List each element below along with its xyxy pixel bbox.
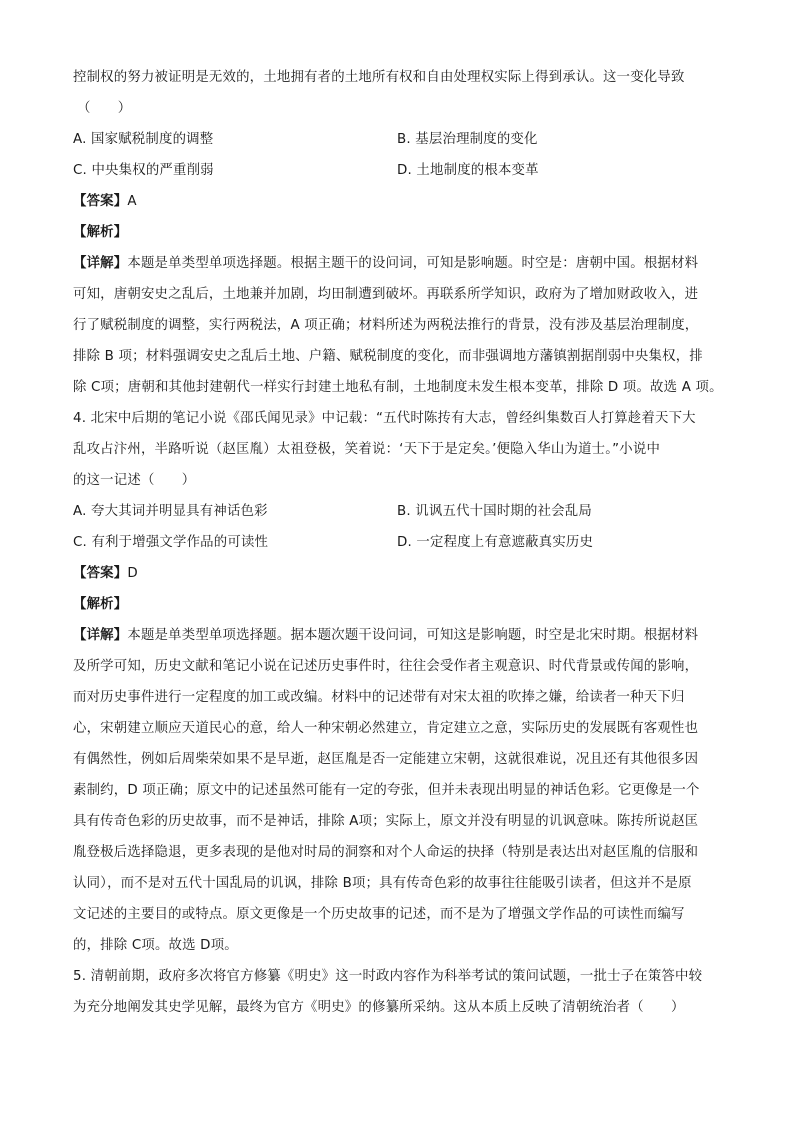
- detail-line: 心，宋朝建立顺应天道民心的意，给人一种宋朝必然建立，肯定建立之意，实际历史的发展既有客观性也: [73, 721, 699, 736]
- options-row: [73, 527, 723, 558]
- answer-tag: 【答案】: [73, 194, 128, 209]
- question-4: [73, 403, 723, 961]
- question-stem-line: 为充分地阐发其史学见解，最终为官方《明史》的修纂所采纳。这从本质上反映了清朝统治者（ ）: [73, 1000, 685, 1015]
- analysis-tag: 【解析】: [73, 597, 128, 612]
- detail-line: 素制约，D 项正确；原文中的记述虽然可能有一定的夸张，但并未表现出明显的神话色彩。它更像是一个: [73, 783, 700, 798]
- option-b: B. 基层治理制度的变化: [397, 132, 538, 147]
- detail-tag: 【详解】: [73, 256, 128, 271]
- answer-value: A: [127, 194, 137, 209]
- detail-line: 而对历史事件进行一定程度的加工或改编。材料中的记述带有对宋太祖的吹捧之嫌，给读者一种天下归: [73, 690, 685, 705]
- question-stem-line: 4. 北宋中后期的笔记小说《邵氏闻见录》中记载：“五代时陈抟有大志，曾经纠集数百人打算趁着天下大: [73, 411, 696, 426]
- option-d: D. 土地制度的根本变革: [397, 163, 539, 178]
- detail-line: 具有传奇色彩的历史故事，而不是神话，排除 A项；实际上，原文并没有明显的讥讽意味。陈抟所说赵匡: [73, 814, 699, 829]
- analysis-tag: 【解析】: [73, 225, 128, 240]
- option-a: A. 夸大其词并明显具有神话色彩: [73, 504, 268, 519]
- options-row: [73, 496, 723, 527]
- options-row: [73, 124, 723, 155]
- answer-line: [73, 558, 723, 589]
- detail-line: [73, 620, 723, 651]
- detail-line: 可知，唐朝安史之乱后，土地兼并加剧，均田制遭到破坏。再联系所学知识，政府为了增加财政收入，进: [73, 287, 699, 302]
- exam-page: [73, 62, 723, 1023]
- detail-line: [73, 248, 723, 279]
- question-stem-line: 控制权的努力被证明是无效的，土地拥有者的土地所有权和自由处理权实际上得到承认。这一变化导致: [73, 70, 685, 85]
- option-a: A. 国家赋税制度的调整: [73, 132, 214, 147]
- question-5: [73, 961, 723, 1023]
- detail-line: 除 C项；唐朝和其他封建朝代一样实行封建土地私有制，土地制度未发生根本变革，排除 D 项。故选 A 项。: [73, 380, 723, 395]
- detail-line: 胤登极后选择隐退，更多表现的是他对时局的洞察和对个人命运的抉择（特别是表达出对赵匡胤的信服和: [73, 845, 699, 860]
- detail-line: 的，排除 C项。故选 D项。: [73, 938, 238, 953]
- detail-line: 及所学可知，历史文献和笔记小说在记述历史事件时，往往会受作者主观意识、时代背景或传闻的影响，: [73, 659, 699, 674]
- detail-tag: 【详解】: [73, 628, 128, 643]
- question-stem-line: 5. 清朝前期，政府多次将官方修纂《明史》这一时政内容作为科举考试的策问试题，一批士子在策答中较: [73, 969, 703, 984]
- answer-line: [73, 186, 723, 217]
- detail-line: 文记述的主要目的或特点。原文更像是一个历史故事的记述，而不是为了增强文学作品的可读性而编写: [73, 907, 685, 922]
- analysis-heading: [73, 589, 723, 620]
- option-b: B. 讥讽五代十国时期的社会乱局: [397, 504, 592, 519]
- question-stem-line: 的这一记述（ ）: [73, 473, 196, 488]
- answer-value: D: [127, 566, 138, 581]
- detail-line: 有偶然性，例如后周柴荣如果不是早逝，赵匡胤是否一定能建立宋朝，这就很难说，况且还有其他很多因: [73, 752, 699, 767]
- detail-line: 认同），而不是对五代十国乱局的讥讽，排除 B项；具有传奇色彩的故事往往能吸引读者，但这并不是原: [73, 876, 692, 891]
- question-3: [73, 62, 723, 403]
- analysis-heading: [73, 217, 723, 248]
- option-c: C. 中央集权的严重削弱: [73, 163, 214, 178]
- options-row: [73, 155, 723, 186]
- question-stem-line: 乱攻占汴州，半路听说（赵匡胤）太祖登极，笑着说：‘天下于是定矣。’便隐入华山为道士。”小说中: [73, 442, 661, 457]
- detail-line: 排除 B 项；材料强调安史之乱后土地、户籍、赋税制度的变化，而非强调地方藩镇割据削弱中央集权，排: [73, 349, 703, 364]
- answer-tag: 【答案】: [73, 566, 128, 581]
- detail-line: 行了赋税制度的调整，实行两税法，A 项正确；材料所述为两税法推行的背景，没有涉及基层治理制度，: [73, 318, 699, 333]
- question-stem-line: （ ）: [77, 101, 132, 116]
- option-c: C. 有利于增强文学作品的可读性: [73, 535, 269, 550]
- detail-text: 本题是单类型单项选择题。根据主题干的设问词，可知是影响题。时空是：唐朝中国。根据材料: [127, 256, 699, 271]
- option-d: D. 一定程度上有意遮蔽真实历史: [397, 535, 594, 550]
- detail-text: 本题是单类型单项选择题。据本题次题干设问词，可知这是影响题，时空是北宋时期。根据材料: [127, 628, 699, 643]
